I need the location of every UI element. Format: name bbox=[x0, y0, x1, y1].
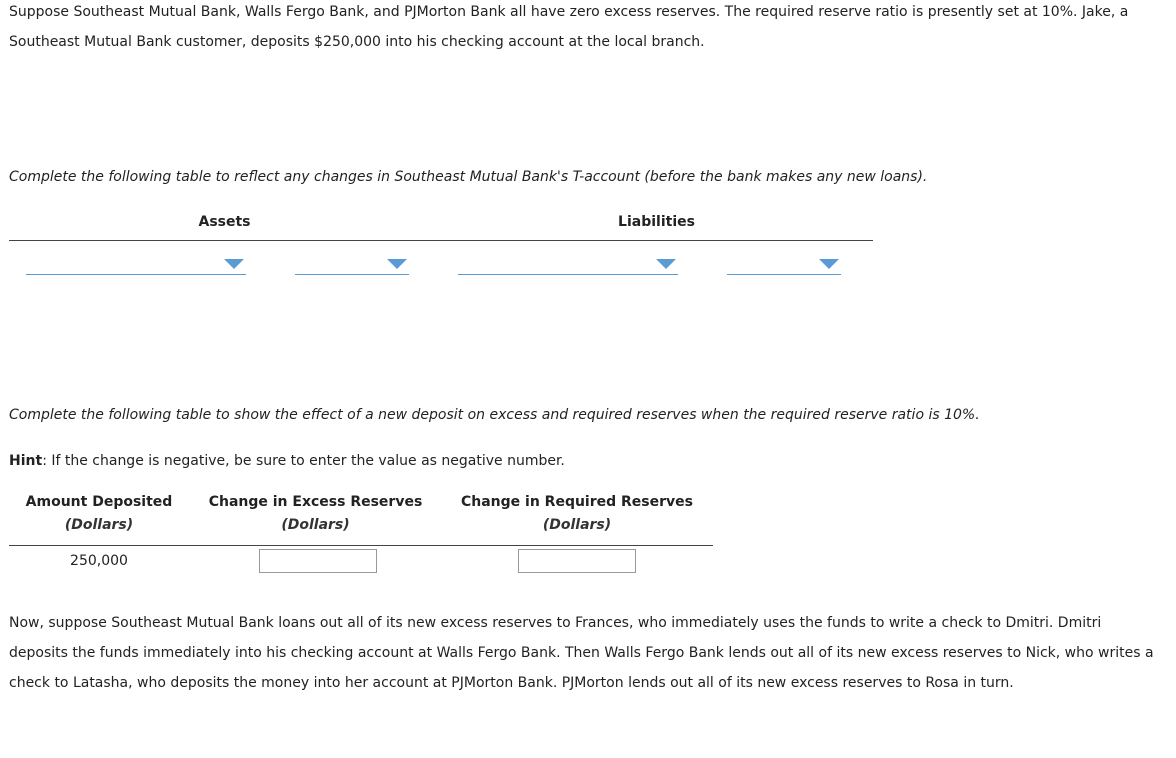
col-title: Change in Excess Reserves bbox=[208, 494, 423, 510]
col-unit: (Dollars) bbox=[281, 517, 350, 533]
hint-text: : If the change is negative, be sure to enter the value as negative number. bbox=[42, 453, 565, 469]
chevron-down-icon bbox=[387, 259, 407, 269]
hint-label: Hint bbox=[9, 453, 43, 469]
required-reserves-input[interactable] bbox=[518, 549, 636, 573]
excess-reserves-input[interactable] bbox=[259, 549, 377, 573]
reserves-rule bbox=[9, 545, 713, 546]
amount-deposited-value: 250,000 bbox=[70, 553, 128, 569]
liabilities-amount-dropdown[interactable] bbox=[727, 254, 841, 275]
col-title: Amount Deposited bbox=[25, 494, 173, 510]
closing-paragraph: Now, suppose Southeast Mutual Bank loans out all of its new excess reserves to Frances, who immediately uses the funds to write a check to Dmitri. Dmitri deposits the funds immediately into his checking account at Walls Fergo Bank. Then Walls Fergo Bank lends out all of its new excess reserves to Nick, who writes a check to Latasha, who deposits the money into her account at PJMorton Bank. PJMorton lends out all of its new excess reserves to Rosa in turn. bbox=[9, 615, 1154, 691]
assets-header: Assets bbox=[198, 214, 251, 230]
t-account-instruction: Complete the following table to reflect any changes in Southeast Mutual Bank's T-account (before the bank makes any new loans). bbox=[9, 169, 928, 185]
col-unit: (Dollars) bbox=[64, 517, 134, 533]
col-change-required bbox=[448, 494, 706, 533]
col-change-excess bbox=[194, 494, 437, 533]
intro-paragraph: Suppose Southeast Mutual Bank, Walls Fergo Bank, and PJMorton Bank all have zero excess reserves. The required reserve ratio is presently set at 10%. Jake, a Southeast Mutual Bank customer, deposits $250,000 into his checking account at the local branch. bbox=[9, 4, 1129, 50]
hint bbox=[9, 446, 1159, 476]
liabilities-item-dropdown[interactable] bbox=[458, 254, 678, 275]
assets-amount-dropdown[interactable] bbox=[295, 254, 409, 275]
chevron-down-icon bbox=[656, 259, 676, 269]
t-account-rule bbox=[9, 240, 873, 241]
col-unit: (Dollars) bbox=[542, 517, 612, 533]
reserves-instruction: Complete the following table to show the effect of a new deposit on excess and required reserves when the required reserve ratio is 10%. bbox=[9, 407, 980, 423]
col-title: Change in Required Reserves bbox=[460, 494, 693, 510]
chevron-down-icon bbox=[224, 259, 244, 269]
liabilities-header: Liabilities bbox=[618, 214, 695, 230]
chevron-down-icon bbox=[819, 259, 839, 269]
assets-item-dropdown[interactable] bbox=[26, 254, 246, 275]
col-amount-deposited bbox=[9, 494, 189, 533]
